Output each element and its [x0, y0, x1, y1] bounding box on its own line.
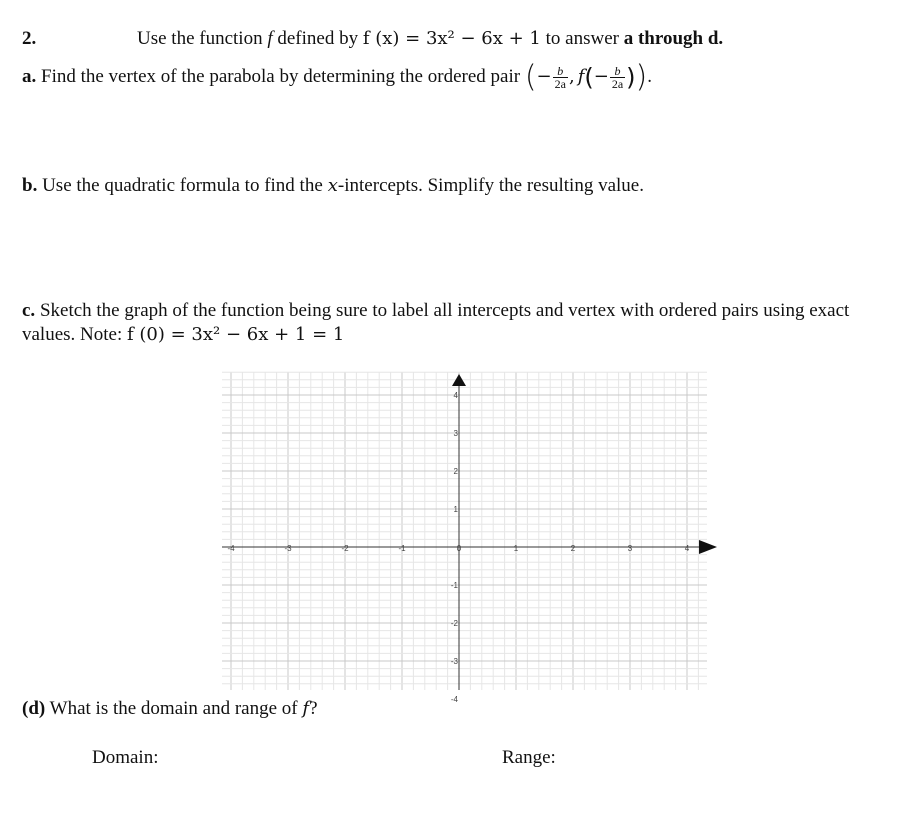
range-label: Range: — [502, 747, 556, 768]
part-b-label: b. — [22, 175, 38, 196]
vertex-inner-close: ) — [626, 63, 636, 92]
vertex-comma: , — [568, 66, 575, 87]
y-tick-label: 4 — [453, 391, 458, 400]
vertex-fraction-2 — [610, 65, 625, 90]
vertex-minus-2: − — [593, 66, 609, 87]
intro-equation: f (x) = 3x² − 6x + 1 — [362, 28, 541, 49]
vertex-open-paren: ( — [524, 59, 537, 95]
frac-den-2: 2a — [611, 77, 624, 92]
x-tick-label: -2 — [341, 544, 349, 553]
y-tick-label: 3 — [453, 429, 458, 438]
part-a-period: . — [647, 66, 652, 87]
intro-func-symbol: f — [267, 28, 273, 49]
part-d-f: f — [302, 698, 310, 719]
x-tick-label: -4 — [227, 544, 235, 553]
frac-den-1: 2a — [554, 77, 566, 92]
y-tick-label: -3 — [450, 657, 458, 666]
part-b-x-var: x — [327, 175, 338, 196]
vertex-close-paren: ) — [635, 59, 648, 95]
part-d-text: What is the domain and range of — [49, 698, 298, 719]
problem-number: 2. — [22, 28, 37, 49]
problem-intro — [137, 27, 723, 51]
part-a — [22, 59, 652, 95]
vertex-minus-1: − — [536, 66, 552, 87]
y-tick-label: -2 — [450, 619, 458, 628]
vertex-fraction-1 — [553, 65, 568, 90]
frac-num-2: b — [610, 65, 625, 78]
y-tick-label: 1 — [453, 505, 458, 514]
y-tick-label: 2 — [453, 467, 458, 476]
x-tick-label: 3 — [627, 544, 633, 553]
coordinate-grid[interactable] — [222, 372, 722, 704]
part-c-note-equation: f (0) = 3x² − 6x + 1 = 1 — [127, 324, 345, 345]
part-c-text-2: values. Note: — [22, 324, 123, 345]
part-a-label: a. — [22, 66, 37, 87]
part-d — [22, 697, 318, 721]
frac-num-1: b — [553, 65, 568, 78]
x-tick-label: 0 — [456, 544, 462, 553]
intro-bold: a through d. — [623, 28, 724, 49]
x-tick-label: -1 — [398, 544, 406, 553]
x-tick-label: 4 — [684, 544, 690, 553]
part-d-label: (d) — [22, 698, 46, 719]
part-c-label: c. — [22, 300, 36, 321]
part-a-text: Find the vertex of the parabola by determining the ordered pair — [41, 66, 521, 87]
part-c-text-1: Sketch the graph of the function being sure to label all intercepts and vertex with ordered pairs using exact — [39, 300, 850, 321]
y-tick-label: -1 — [450, 581, 458, 590]
intro-prefix: Use the function — [137, 28, 263, 49]
part-d-qmark: ? — [309, 698, 318, 719]
domain-label: Domain: — [92, 747, 159, 768]
y-tick-label: -4 — [450, 695, 458, 704]
intro-defined-by: defined by — [277, 28, 359, 49]
vertex-f: f — [577, 66, 585, 87]
part-c-line-1 — [22, 299, 849, 323]
x-tick-label: 1 — [513, 544, 519, 553]
part-b — [22, 174, 644, 198]
part-b-text-1: Use the quadratic formula to find the — [42, 175, 323, 196]
part-b-text-2: -intercepts. Simplify the resulting value. — [337, 175, 644, 196]
x-tick-label: 2 — [570, 544, 576, 553]
part-c-line-2 — [22, 323, 344, 347]
x-tick-label: -3 — [284, 544, 292, 553]
x-axis-arrow — [699, 540, 717, 554]
intro-suffix: to answer — [545, 28, 619, 49]
vertex-inner-open: ( — [584, 63, 594, 92]
